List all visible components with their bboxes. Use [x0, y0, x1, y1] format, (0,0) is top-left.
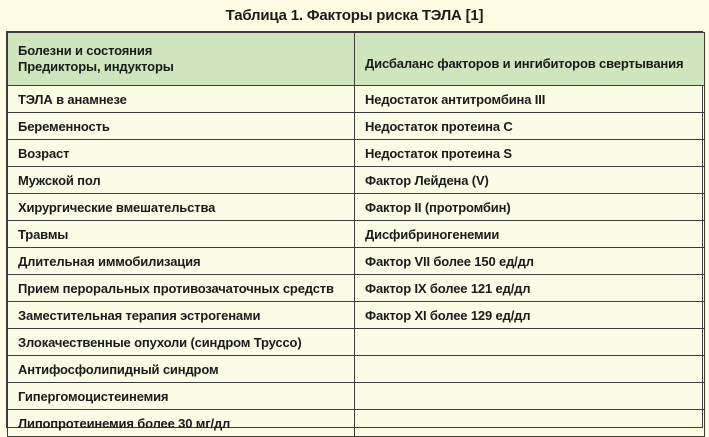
- cell-disease: Травмы: [8, 221, 355, 248]
- risk-factors-grid: [7, 32, 705, 437]
- table-row: [8, 113, 705, 140]
- header-diseases-line2: Предикторы, индукторы: [18, 59, 174, 74]
- table-row: [8, 140, 705, 167]
- cell-coagulation: [355, 356, 705, 383]
- header-coagulation: Дисбаланс факторов и ингибиторов свертывания: [355, 33, 705, 86]
- cell-coagulation: Недостаток антитромбина III: [355, 86, 705, 113]
- cell-coagulation: Фактор IX более 121 ед/дл: [355, 275, 705, 302]
- cell-coagulation: Фактор Лейдена (V): [355, 167, 705, 194]
- cell-disease: Заместительная терапия эстрогенами: [8, 302, 355, 329]
- table-row: [8, 329, 705, 356]
- cell-disease: Длительная иммобилизация: [8, 248, 355, 275]
- cell-coagulation: [355, 329, 705, 356]
- cell-disease: Возраст: [8, 140, 355, 167]
- table-row: [8, 410, 705, 437]
- cell-disease: Прием пероральных противозачаточных средств: [8, 275, 355, 302]
- cell-coagulation: [355, 410, 705, 437]
- table-title: Таблица 1. Факторы риска ТЭЛА [1]: [225, 7, 484, 24]
- cell-disease: ТЭЛА в анамнезе: [8, 86, 355, 113]
- risk-factors-table: [6, 31, 703, 431]
- cell-coagulation: Фактор II (протромбин): [355, 194, 705, 221]
- cell-coagulation: [355, 383, 705, 410]
- header-diseases: [8, 33, 355, 86]
- table-row: [8, 221, 705, 248]
- cell-disease: Злокачественные опухоли (синдром Труссо): [8, 329, 355, 356]
- cell-coagulation: Недостаток протеина С: [355, 113, 705, 140]
- cell-disease: Мужской пол: [8, 167, 355, 194]
- table-row: [8, 275, 705, 302]
- cell-coagulation: Недостаток протеина S: [355, 140, 705, 167]
- table-row: [8, 167, 705, 194]
- cell-coagulation: Фактор VII более 150 ед/дл: [355, 248, 705, 275]
- cell-disease: Гипергомоцистеинемия: [8, 383, 355, 410]
- table-row: [8, 86, 705, 113]
- header-diseases-line1: Болезни и состояния: [18, 43, 153, 58]
- table-header-row: [8, 33, 705, 86]
- cell-disease: Беременность: [8, 113, 355, 140]
- table-row: [8, 383, 705, 410]
- table-row: [8, 194, 705, 221]
- cell-disease: Антифосфолипидный синдром: [8, 356, 355, 383]
- cell-coagulation: Фактор XI более 129 ед/дл: [355, 302, 705, 329]
- cell-coagulation: Дисфибриногенемии: [355, 221, 705, 248]
- table-row: [8, 248, 705, 275]
- cell-disease: Липопротеинемия более 30 мг/дл: [8, 410, 355, 437]
- cell-disease: Хирургические вмешательства: [8, 194, 355, 221]
- table-row: [8, 356, 705, 383]
- table-row: [8, 302, 705, 329]
